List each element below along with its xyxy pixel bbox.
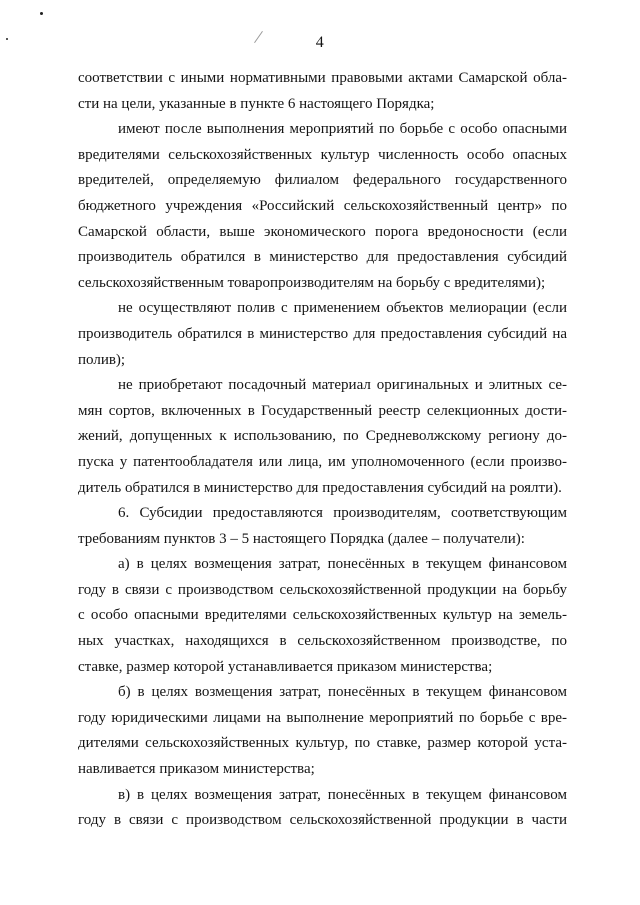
text-line: вредителей, определяемую филиалом федерального государственного <box>78 172 567 189</box>
text-line: не осуществляют полив с применением объектов мелиорации (если <box>118 300 567 317</box>
text-line: ных участках, находящихся в сельскохозяйственном производстве, по <box>78 633 567 650</box>
text-line: сельскохозяйственным товаропроизводителям на борьбу с вредителями); <box>78 274 546 291</box>
text-line: производитель обратился в министерство для предоставления субсидий <box>78 249 567 266</box>
text-line: навливается приказом министерства; <box>78 761 315 778</box>
text-line: б) в целях возмещения затрат, понесённых в текущем финансовом <box>118 684 567 701</box>
text-line: имеют после выполнения мероприятий по борьбе с особо опасными <box>118 121 567 138</box>
text-line: бюджетного учреждения «Российский сельскохозяйственный центр» по <box>78 197 567 214</box>
text-line: дитель обратился в министерство для предоставления субсидий на роялти). <box>78 479 562 496</box>
text-line: году юридическими лицами на выполнение мероприятий по борьбе с вре- <box>78 709 567 726</box>
text-line: ставке, размер которой устанавливается приказом министерства; <box>78 658 493 675</box>
document-body <box>78 66 567 834</box>
text-line: не приобретают посадочный материал оригинальных и элитных се- <box>118 377 567 394</box>
text-line: 6. Субсидии предоставляются производителям, соответствующим <box>118 505 567 522</box>
page-number: 4 <box>315 34 325 51</box>
text-line: жений, допущенных к использованию, по Средневолжскому региону до- <box>78 428 567 445</box>
text-line: с особо опасными вредителями сельскохозяйственных культур на земель- <box>78 607 567 624</box>
text-line: Самарской области, выше экономического порога вредоносности (если <box>78 223 567 240</box>
text-line: мян сортов, включенных в Государственный реестр селекционных дости- <box>78 402 567 419</box>
text-line: дителями сельскохозяйственных культур, по ставке, размер которой уста- <box>78 735 567 752</box>
text-line: соответствии с иными нормативными правовыми актами Самарской обла- <box>78 70 567 86</box>
text-line: производитель обратился в министерство для предоставления субсидий на <box>78 325 567 342</box>
text-line: году в связи с производством сельскохозяйственной продукции в части <box>78 812 567 829</box>
text-line: в) в целях возмещения затрат, понесённых в текущем финансовом <box>118 786 567 803</box>
text-line: полив); <box>78 351 126 368</box>
text-line: а) в целях возмещения затрат, понесённых в текущем финансовом <box>118 556 567 573</box>
text-line: пуска у патентообладателя или лица, им уполномоченного (если произво- <box>78 453 567 470</box>
text-line: сти на цели, указанные в пункте 6 настоящего Порядка; <box>78 95 435 112</box>
text-line: требованиям пунктов 3 – 5 настоящего Порядка (далее – получатели): <box>78 530 525 547</box>
scan-speck <box>40 12 43 15</box>
text-line: вредителями сельскохозяйственных культур численность особо опасных <box>78 146 567 163</box>
text-line: году в связи с производством сельскохозяйственной продукции на борьбу <box>78 581 567 598</box>
